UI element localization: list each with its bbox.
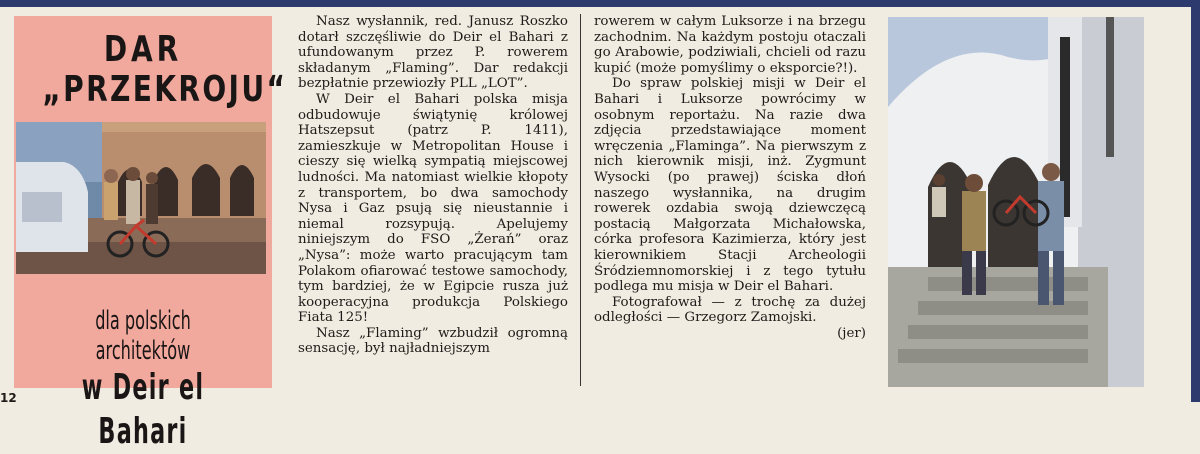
- headline-line-2: „PRZEKROJU“: [42, 69, 288, 110]
- paragraph: Nasz „Flaming” wzbudził ogromną sensację, był najładniejszym: [298, 325, 568, 357]
- subheadline-line-1: dla polskich architektów: [95, 306, 191, 366]
- paragraph: W Deir el Bahari polska misja odbudowuje świątynię królowej Hatszepsut (patrz P. 1411), zamieszkuje w Metropolitan House i cieszy się wielką sympatią miejscowej ludności. Ma natomiast wielkie kłopoty z transportem, bo dwa samochody Nysa i Gaz psują się nieustannie i niemal rozsypują. Apelujemy niniejszym do FSO „Żerań” oraz „Nysa”: może warto pracującym tam Polakom ofiarować testowe samochody, tym bardziej, że w Egipcie rusza już kooperacyjna produkcja Polskiego Fiata 125!: [298, 91, 568, 326]
- page-number: 12: [0, 391, 17, 405]
- paragraph: Fotografował — z trochę za dużej odległości — Grzegorz Zamojski.: [594, 294, 866, 326]
- author-signature: (jer): [837, 325, 866, 341]
- headline: [42, 29, 288, 110]
- photo-stairs-portico: [888, 17, 1144, 387]
- paragraph: Nasz wysłannik, red. Janusz Roszko dotarł szczęśliwie do Deir el Bahari z ufundowanym przez P. rowerem składanym „Flaming”. Dar redakcji bezpłatnie przewiozły PLL „LOT”.: [298, 14, 568, 92]
- subheadline-line-2: w Deir el Bahari: [81, 367, 205, 452]
- headline-line-1: DAR: [103, 29, 183, 70]
- right-border-bar: [1191, 0, 1200, 402]
- photo-bicycle-handover: [16, 122, 266, 274]
- headline-panel: [14, 16, 288, 452]
- top-border-bar: [0, 0, 1200, 7]
- article-column-2: [594, 14, 866, 341]
- column-divider: [580, 14, 581, 386]
- paragraph: Do spraw polskiej misji w Deir el Bahari i Luksorze powrócimy w osobnym reportażu. Na razie dwa zdjęcia przedstawiające moment wręczenia „Flaminga”. Na pierwszym z nich kierownik misji, inż. Zygmunt Wysocki (po prawej) ściska dłoń naszego wysłannika, na drugim rowerek ozdabia swoją dziewczęcą postacią Małgorzata Michałowska, córka profesora Kazimierza, który jest kierownikiem Stacji Archeologii Śródziemnomorskiej i z tego tytułu podlega mu misja w Deir el Bahari.: [594, 76, 866, 295]
- article-column-1: [298, 14, 568, 357]
- subheadline: [63, 306, 223, 454]
- paragraph: rowerem w całym Luksorze i na brzegu zachodnim. Na każdym postoju otaczali go Arabowie, podziwiali, chcieli od razu kupić (może pomyślimy o eksporcie?!).: [594, 14, 866, 76]
